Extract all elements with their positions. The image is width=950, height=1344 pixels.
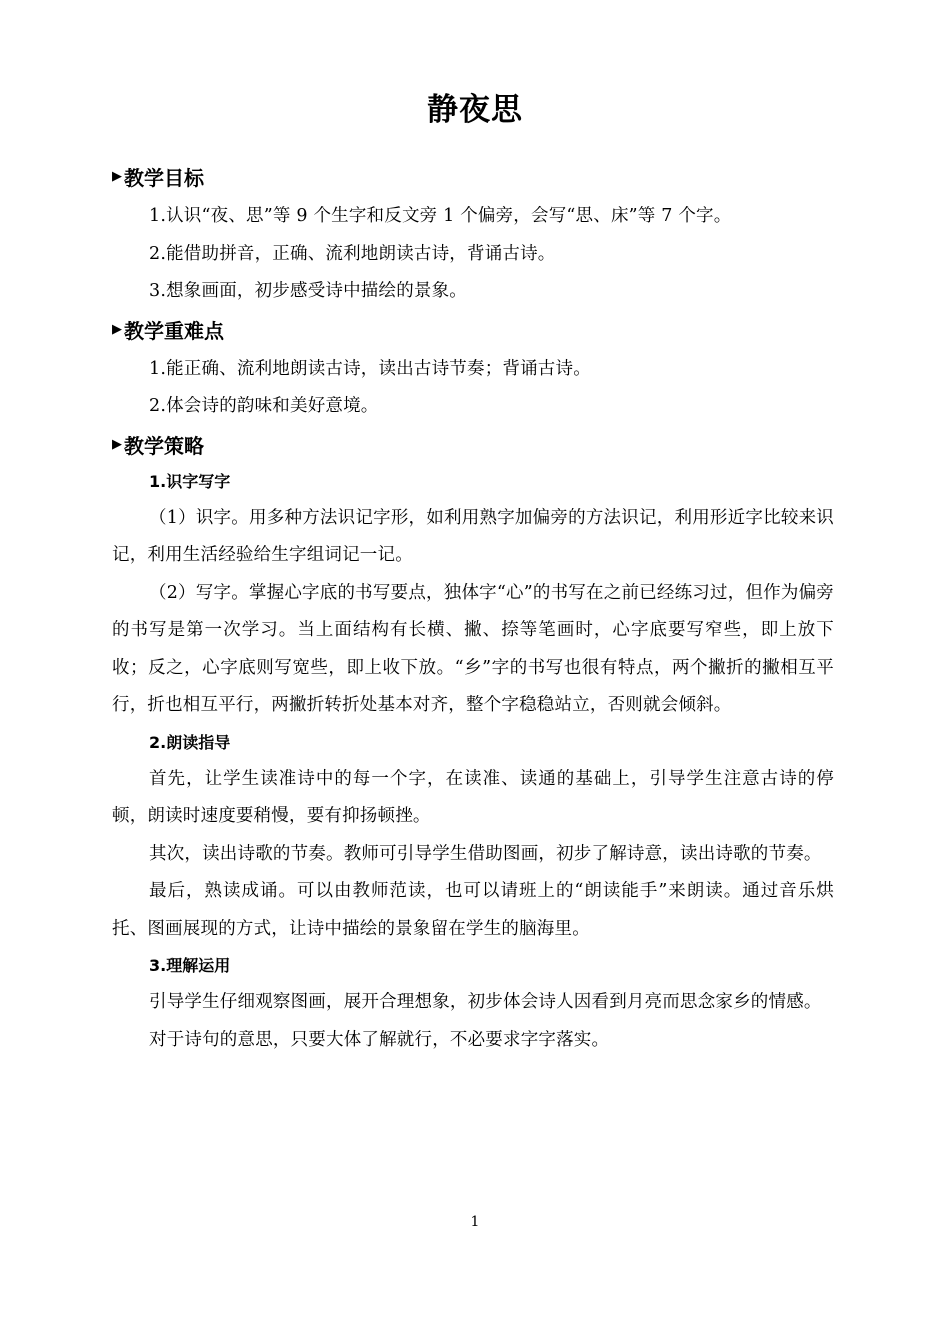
subsection-heading-literacy: 1.识字写字 [149, 471, 231, 491]
paragraph: 引导学生仔细观察图画，展开合理想象，初步体会诗人因看到月亮而思念家乡的情感。 [149, 992, 822, 1012]
section-heading-label: 教学目标 [124, 166, 204, 190]
section-heading-label: 教学重难点 [124, 318, 224, 343]
list-item: 2.体会诗的韵味和美好意境。 [149, 396, 379, 416]
paragraph: 对于诗句的意思，只要大体了解就行，不必要求字字落实。 [149, 1029, 610, 1050]
paragraph: 首先，让学生读准诗中的每一个字，在读准、读通的基础上，引导学生注意古诗的停顿，朗读时速度要稍慢，要有抑扬顿挫。 [112, 768, 834, 826]
triangle-bullet-icon: ▶ [112, 321, 122, 337]
subsection-heading-reading: 2.朗读指导 [149, 732, 231, 752]
paragraph: 最后，熟读成诵。可以由教师范读，也可以请班上的“朗读能手”来朗读。通过音乐烘托、图画展现的方式，让诗中描绘的景象留在学生的脑海里。 [112, 881, 834, 939]
goals-list [112, 198, 834, 311]
section-heading-strategy [112, 428, 834, 464]
triangle-bullet-icon: ▶ [112, 436, 122, 452]
paragraph: （2）写字。掌握心字底的书写要点，独体字“心”的书写在之前已经练习过，但作为偏旁的书写是第一次学习。当上面结构有长横、撇、捺等笔画时，心字底要写窄些，即上放下收；反之，心字底则写宽些，即上收下放。“乡”字的书写也很有特点，两个撇折的撇相互平行，折也相互平行，两撇折转折处基本对齐，整个字稳稳站立，否则就会倾斜。 [112, 582, 834, 715]
document-body [112, 160, 834, 1059]
section-heading-key-points [112, 313, 834, 349]
subsection-heading-understanding: 3.理解运用 [149, 956, 231, 975]
list-item: 1.能正确、流利地朗读古诗，读出古诗节奏；背诵古诗。 [149, 358, 591, 379]
triangle-bullet-icon: ▶ [112, 169, 122, 184]
section-heading-label: 教学策略 [124, 433, 204, 458]
section-heading-goals [112, 160, 834, 196]
list-item: 3.想象画面，初步感受诗中描绘的景象。 [149, 281, 467, 301]
list-item: 2.能借助拼音，正确、流利地朗读古诗，背诵古诗。 [149, 243, 556, 264]
paragraph: 其次，读出诗歌的节奏。教师可引导学生借助图画，初步了解诗意，读出诗歌的节奏。 [149, 843, 822, 864]
document-title: 静夜思 [427, 92, 523, 128]
paragraph: （1）识字。用多种方法识记字形，如利用熟字加偏旁的方法识记，利用形近字比较来识记，利用生活经验给生字组词记一记。 [112, 507, 834, 565]
key-points-list [112, 351, 834, 426]
page-number: 1 [470, 1214, 480, 1230]
list-item: 1.认识“夜、思”等 9 个生字和反文旁 1 个偏旁，会写“思、床”等 7 个字。 [149, 206, 732, 226]
